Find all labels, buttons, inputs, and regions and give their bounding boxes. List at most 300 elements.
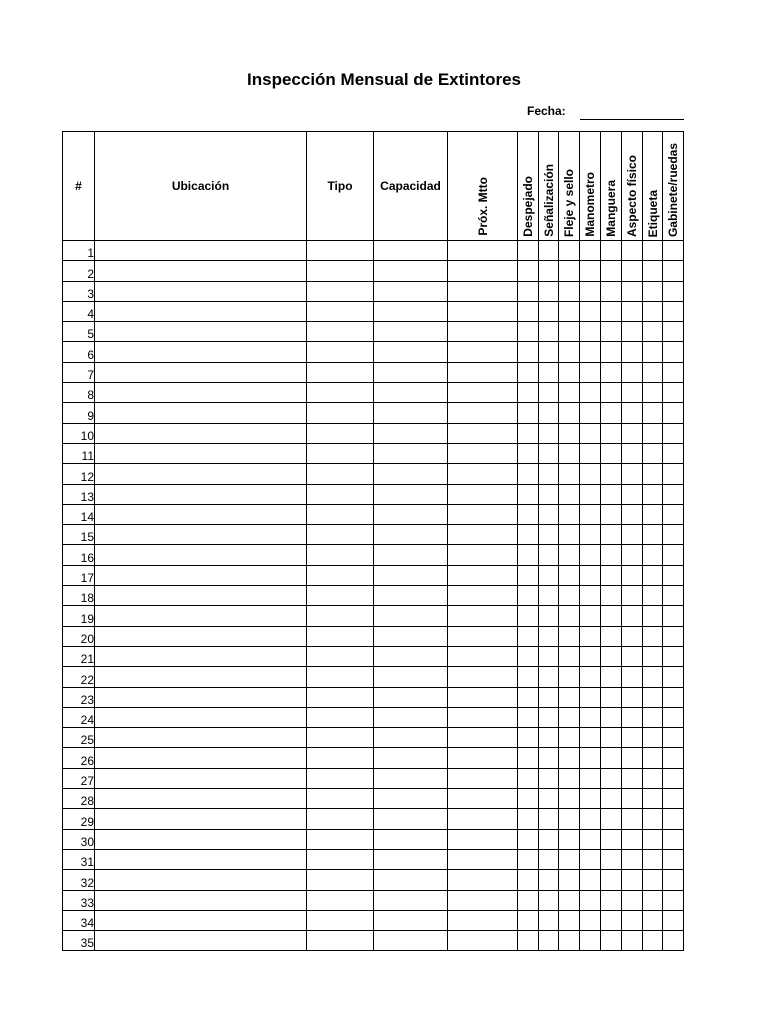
cell-manguera[interactable] (601, 504, 622, 524)
cell-prox-mtto[interactable] (448, 646, 518, 666)
cell-ubicacion[interactable] (95, 931, 307, 951)
fecha-field[interactable] (580, 119, 684, 120)
cell-capacidad[interactable] (374, 870, 448, 890)
cell-aspecto[interactable] (622, 281, 643, 301)
cell-capacidad[interactable] (374, 931, 448, 951)
cell-gabinete[interactable] (663, 383, 684, 403)
cell-ubicacion[interactable] (95, 261, 307, 281)
cell-etiqueta[interactable] (643, 789, 663, 809)
cell-manometro[interactable] (580, 301, 601, 321)
cell-etiqueta[interactable] (643, 728, 663, 748)
cell-tipo[interactable] (307, 667, 374, 687)
cell-tipo[interactable] (307, 423, 374, 443)
cell-aspecto[interactable] (622, 504, 643, 524)
cell-ubicacion[interactable] (95, 322, 307, 342)
cell-etiqueta[interactable] (643, 281, 663, 301)
cell-ubicacion[interactable] (95, 768, 307, 788)
cell-senalizacion[interactable] (539, 565, 559, 585)
cell-manometro[interactable] (580, 525, 601, 545)
cell-despejado[interactable] (518, 565, 539, 585)
cell-capacidad[interactable] (374, 646, 448, 666)
cell-manguera[interactable] (601, 261, 622, 281)
cell-fleje[interactable] (559, 667, 580, 687)
cell-tipo[interactable] (307, 626, 374, 646)
cell-manometro[interactable] (580, 789, 601, 809)
cell-manometro[interactable] (580, 342, 601, 362)
cell-gabinete[interactable] (663, 789, 684, 809)
cell-aspecto[interactable] (622, 586, 643, 606)
cell-gabinete[interactable] (663, 687, 684, 707)
cell-ubicacion[interactable] (95, 545, 307, 565)
cell-prox-mtto[interactable] (448, 789, 518, 809)
cell-etiqueta[interactable] (643, 403, 663, 423)
cell-senalizacion[interactable] (539, 403, 559, 423)
cell-capacidad[interactable] (374, 261, 448, 281)
cell-manguera[interactable] (601, 565, 622, 585)
cell-manometro[interactable] (580, 728, 601, 748)
cell-manguera[interactable] (601, 667, 622, 687)
cell-etiqueta[interactable] (643, 687, 663, 707)
cell-ubicacion[interactable] (95, 383, 307, 403)
cell-senalizacion[interactable] (539, 586, 559, 606)
cell-fleje[interactable] (559, 748, 580, 768)
cell-prox-mtto[interactable] (448, 667, 518, 687)
cell-prox-mtto[interactable] (448, 586, 518, 606)
cell-manguera[interactable] (601, 301, 622, 321)
cell-etiqueta[interactable] (643, 423, 663, 443)
cell-fleje[interactable] (559, 789, 580, 809)
cell-manguera[interactable] (601, 241, 622, 261)
cell-prox-mtto[interactable] (448, 687, 518, 707)
cell-despejado[interactable] (518, 910, 539, 930)
cell-ubicacion[interactable] (95, 301, 307, 321)
cell-gabinete[interactable] (663, 748, 684, 768)
cell-tipo[interactable] (307, 789, 374, 809)
cell-manguera[interactable] (601, 931, 622, 951)
cell-aspecto[interactable] (622, 728, 643, 748)
cell-senalizacion[interactable] (539, 484, 559, 504)
cell-senalizacion[interactable] (539, 748, 559, 768)
cell-etiqueta[interactable] (643, 626, 663, 646)
cell-tipo[interactable] (307, 261, 374, 281)
cell-despejado[interactable] (518, 748, 539, 768)
cell-manometro[interactable] (580, 504, 601, 524)
cell-prox-mtto[interactable] (448, 565, 518, 585)
cell-fleje[interactable] (559, 586, 580, 606)
cell-prox-mtto[interactable] (448, 707, 518, 727)
cell-manometro[interactable] (580, 464, 601, 484)
cell-etiqueta[interactable] (643, 910, 663, 930)
cell-capacidad[interactable] (374, 748, 448, 768)
cell-despejado[interactable] (518, 809, 539, 829)
cell-fleje[interactable] (559, 646, 580, 666)
cell-prox-mtto[interactable] (448, 626, 518, 646)
cell-aspecto[interactable] (622, 464, 643, 484)
cell-aspecto[interactable] (622, 809, 643, 829)
cell-manguera[interactable] (601, 322, 622, 342)
cell-prox-mtto[interactable] (448, 748, 518, 768)
cell-etiqueta[interactable] (643, 849, 663, 869)
cell-etiqueta[interactable] (643, 870, 663, 890)
cell-aspecto[interactable] (622, 910, 643, 930)
cell-ubicacion[interactable] (95, 646, 307, 666)
cell-capacidad[interactable] (374, 241, 448, 261)
cell-senalizacion[interactable] (539, 646, 559, 666)
cell-gabinete[interactable] (663, 525, 684, 545)
cell-manguera[interactable] (601, 728, 622, 748)
cell-senalizacion[interactable] (539, 241, 559, 261)
cell-tipo[interactable] (307, 829, 374, 849)
cell-fleje[interactable] (559, 626, 580, 646)
cell-despejado[interactable] (518, 667, 539, 687)
cell-etiqueta[interactable] (643, 606, 663, 626)
cell-tipo[interactable] (307, 606, 374, 626)
cell-gabinete[interactable] (663, 667, 684, 687)
cell-despejado[interactable] (518, 626, 539, 646)
cell-senalizacion[interactable] (539, 768, 559, 788)
cell-etiqueta[interactable] (643, 342, 663, 362)
cell-etiqueta[interactable] (643, 748, 663, 768)
cell-capacidad[interactable] (374, 768, 448, 788)
cell-prox-mtto[interactable] (448, 464, 518, 484)
cell-senalizacion[interactable] (539, 809, 559, 829)
cell-manguera[interactable] (601, 464, 622, 484)
cell-senalizacion[interactable] (539, 870, 559, 890)
cell-senalizacion[interactable] (539, 849, 559, 869)
cell-ubicacion[interactable] (95, 687, 307, 707)
cell-etiqueta[interactable] (643, 301, 663, 321)
cell-fleje[interactable] (559, 606, 580, 626)
cell-fleje[interactable] (559, 525, 580, 545)
cell-despejado[interactable] (518, 829, 539, 849)
cell-gabinete[interactable] (663, 545, 684, 565)
cell-tipo[interactable] (307, 281, 374, 301)
cell-gabinete[interactable] (663, 931, 684, 951)
cell-manguera[interactable] (601, 849, 622, 869)
cell-fleje[interactable] (559, 829, 580, 849)
cell-prox-mtto[interactable] (448, 728, 518, 748)
cell-manguera[interactable] (601, 910, 622, 930)
cell-manometro[interactable] (580, 931, 601, 951)
cell-tipo[interactable] (307, 809, 374, 829)
cell-fleje[interactable] (559, 362, 580, 382)
cell-despejado[interactable] (518, 789, 539, 809)
cell-prox-mtto[interactable] (448, 931, 518, 951)
cell-senalizacion[interactable] (539, 504, 559, 524)
cell-tipo[interactable] (307, 646, 374, 666)
cell-despejado[interactable] (518, 301, 539, 321)
cell-senalizacion[interactable] (539, 545, 559, 565)
cell-fleje[interactable] (559, 322, 580, 342)
cell-capacidad[interactable] (374, 403, 448, 423)
cell-prox-mtto[interactable] (448, 545, 518, 565)
cell-capacidad[interactable] (374, 829, 448, 849)
cell-prox-mtto[interactable] (448, 322, 518, 342)
cell-tipo[interactable] (307, 301, 374, 321)
cell-manguera[interactable] (601, 646, 622, 666)
cell-gabinete[interactable] (663, 322, 684, 342)
cell-gabinete[interactable] (663, 261, 684, 281)
cell-ubicacion[interactable] (95, 910, 307, 930)
cell-aspecto[interactable] (622, 768, 643, 788)
cell-manguera[interactable] (601, 606, 622, 626)
cell-prox-mtto[interactable] (448, 423, 518, 443)
cell-despejado[interactable] (518, 870, 539, 890)
cell-ubicacion[interactable] (95, 342, 307, 362)
cell-etiqueta[interactable] (643, 646, 663, 666)
cell-capacidad[interactable] (374, 423, 448, 443)
cell-senalizacion[interactable] (539, 890, 559, 910)
cell-manguera[interactable] (601, 768, 622, 788)
cell-prox-mtto[interactable] (448, 342, 518, 362)
cell-despejado[interactable] (518, 443, 539, 463)
cell-gabinete[interactable] (663, 241, 684, 261)
cell-tipo[interactable] (307, 241, 374, 261)
cell-gabinete[interactable] (663, 728, 684, 748)
cell-tipo[interactable] (307, 322, 374, 342)
cell-senalizacion[interactable] (539, 606, 559, 626)
cell-aspecto[interactable] (622, 789, 643, 809)
cell-tipo[interactable] (307, 707, 374, 727)
cell-aspecto[interactable] (622, 403, 643, 423)
cell-fleje[interactable] (559, 403, 580, 423)
cell-fleje[interactable] (559, 890, 580, 910)
cell-capacidad[interactable] (374, 626, 448, 646)
cell-manguera[interactable] (601, 383, 622, 403)
cell-senalizacion[interactable] (539, 910, 559, 930)
cell-manguera[interactable] (601, 586, 622, 606)
cell-fleje[interactable] (559, 565, 580, 585)
cell-aspecto[interactable] (622, 707, 643, 727)
cell-senalizacion[interactable] (539, 281, 559, 301)
cell-capacidad[interactable] (374, 910, 448, 930)
cell-gabinete[interactable] (663, 586, 684, 606)
cell-aspecto[interactable] (622, 606, 643, 626)
cell-fleje[interactable] (559, 301, 580, 321)
cell-manguera[interactable] (601, 870, 622, 890)
cell-aspecto[interactable] (622, 565, 643, 585)
cell-etiqueta[interactable] (643, 443, 663, 463)
cell-prox-mtto[interactable] (448, 301, 518, 321)
cell-fleje[interactable] (559, 707, 580, 727)
cell-etiqueta[interactable] (643, 586, 663, 606)
cell-fleje[interactable] (559, 261, 580, 281)
cell-ubicacion[interactable] (95, 565, 307, 585)
cell-ubicacion[interactable] (95, 748, 307, 768)
cell-aspecto[interactable] (622, 646, 643, 666)
cell-gabinete[interactable] (663, 565, 684, 585)
cell-ubicacion[interactable] (95, 849, 307, 869)
cell-prox-mtto[interactable] (448, 383, 518, 403)
cell-manguera[interactable] (601, 890, 622, 910)
cell-manometro[interactable] (580, 423, 601, 443)
cell-fleje[interactable] (559, 910, 580, 930)
cell-senalizacion[interactable] (539, 423, 559, 443)
cell-ubicacion[interactable] (95, 443, 307, 463)
cell-prox-mtto[interactable] (448, 261, 518, 281)
cell-manometro[interactable] (580, 890, 601, 910)
cell-despejado[interactable] (518, 484, 539, 504)
cell-despejado[interactable] (518, 586, 539, 606)
cell-tipo[interactable] (307, 443, 374, 463)
cell-senalizacion[interactable] (539, 525, 559, 545)
cell-gabinete[interactable] (663, 606, 684, 626)
cell-fleje[interactable] (559, 870, 580, 890)
cell-etiqueta[interactable] (643, 931, 663, 951)
cell-senalizacion[interactable] (539, 626, 559, 646)
cell-ubicacion[interactable] (95, 241, 307, 261)
cell-aspecto[interactable] (622, 626, 643, 646)
cell-fleje[interactable] (559, 504, 580, 524)
cell-manguera[interactable] (601, 545, 622, 565)
cell-despejado[interactable] (518, 423, 539, 443)
cell-aspecto[interactable] (622, 890, 643, 910)
cell-capacidad[interactable] (374, 809, 448, 829)
cell-capacidad[interactable] (374, 484, 448, 504)
cell-aspecto[interactable] (622, 870, 643, 890)
cell-senalizacion[interactable] (539, 464, 559, 484)
cell-tipo[interactable] (307, 545, 374, 565)
cell-manguera[interactable] (601, 748, 622, 768)
cell-manometro[interactable] (580, 281, 601, 301)
cell-manometro[interactable] (580, 910, 601, 930)
cell-ubicacion[interactable] (95, 789, 307, 809)
cell-etiqueta[interactable] (643, 504, 663, 524)
cell-senalizacion[interactable] (539, 728, 559, 748)
cell-capacidad[interactable] (374, 362, 448, 382)
cell-prox-mtto[interactable] (448, 525, 518, 545)
cell-aspecto[interactable] (622, 545, 643, 565)
cell-aspecto[interactable] (622, 322, 643, 342)
cell-manometro[interactable] (580, 606, 601, 626)
cell-manguera[interactable] (601, 403, 622, 423)
cell-aspecto[interactable] (622, 687, 643, 707)
cell-manometro[interactable] (580, 809, 601, 829)
cell-capacidad[interactable] (374, 383, 448, 403)
cell-aspecto[interactable] (622, 525, 643, 545)
cell-ubicacion[interactable] (95, 606, 307, 626)
cell-manometro[interactable] (580, 667, 601, 687)
cell-manometro[interactable] (580, 626, 601, 646)
cell-tipo[interactable] (307, 342, 374, 362)
cell-prox-mtto[interactable] (448, 484, 518, 504)
cell-capacidad[interactable] (374, 281, 448, 301)
cell-tipo[interactable] (307, 504, 374, 524)
cell-gabinete[interactable] (663, 484, 684, 504)
cell-fleje[interactable] (559, 484, 580, 504)
cell-fleje[interactable] (559, 931, 580, 951)
cell-gabinete[interactable] (663, 890, 684, 910)
cell-ubicacion[interactable] (95, 281, 307, 301)
cell-tipo[interactable] (307, 849, 374, 869)
cell-manometro[interactable] (580, 322, 601, 342)
cell-manometro[interactable] (580, 362, 601, 382)
cell-capacidad[interactable] (374, 849, 448, 869)
cell-aspecto[interactable] (622, 829, 643, 849)
cell-tipo[interactable] (307, 768, 374, 788)
cell-etiqueta[interactable] (643, 362, 663, 382)
cell-aspecto[interactable] (622, 443, 643, 463)
cell-capacidad[interactable] (374, 565, 448, 585)
cell-despejado[interactable] (518, 261, 539, 281)
cell-fleje[interactable] (559, 342, 580, 362)
cell-capacidad[interactable] (374, 464, 448, 484)
cell-fleje[interactable] (559, 545, 580, 565)
cell-fleje[interactable] (559, 849, 580, 869)
cell-gabinete[interactable] (663, 870, 684, 890)
cell-gabinete[interactable] (663, 646, 684, 666)
cell-gabinete[interactable] (663, 464, 684, 484)
cell-aspecto[interactable] (622, 383, 643, 403)
cell-gabinete[interactable] (663, 829, 684, 849)
cell-etiqueta[interactable] (643, 667, 663, 687)
cell-despejado[interactable] (518, 281, 539, 301)
cell-manometro[interactable] (580, 768, 601, 788)
cell-gabinete[interactable] (663, 626, 684, 646)
cell-despejado[interactable] (518, 707, 539, 727)
cell-manometro[interactable] (580, 646, 601, 666)
cell-capacidad[interactable] (374, 606, 448, 626)
cell-ubicacion[interactable] (95, 829, 307, 849)
cell-prox-mtto[interactable] (448, 890, 518, 910)
cell-tipo[interactable] (307, 464, 374, 484)
cell-fleje[interactable] (559, 423, 580, 443)
cell-gabinete[interactable] (663, 362, 684, 382)
cell-despejado[interactable] (518, 342, 539, 362)
cell-capacidad[interactable] (374, 301, 448, 321)
cell-etiqueta[interactable] (643, 890, 663, 910)
cell-manometro[interactable] (580, 870, 601, 890)
cell-despejado[interactable] (518, 545, 539, 565)
cell-fleje[interactable] (559, 281, 580, 301)
cell-etiqueta[interactable] (643, 484, 663, 504)
cell-manguera[interactable] (601, 281, 622, 301)
cell-etiqueta[interactable] (643, 261, 663, 281)
cell-despejado[interactable] (518, 646, 539, 666)
cell-manguera[interactable] (601, 829, 622, 849)
cell-tipo[interactable] (307, 910, 374, 930)
cell-ubicacion[interactable] (95, 728, 307, 748)
cell-tipo[interactable] (307, 403, 374, 423)
cell-fleje[interactable] (559, 809, 580, 829)
cell-gabinete[interactable] (663, 443, 684, 463)
cell-prox-mtto[interactable] (448, 362, 518, 382)
cell-capacidad[interactable] (374, 586, 448, 606)
cell-senalizacion[interactable] (539, 443, 559, 463)
cell-tipo[interactable] (307, 383, 374, 403)
cell-gabinete[interactable] (663, 423, 684, 443)
cell-capacidad[interactable] (374, 789, 448, 809)
cell-gabinete[interactable] (663, 809, 684, 829)
cell-capacidad[interactable] (374, 707, 448, 727)
cell-ubicacion[interactable] (95, 423, 307, 443)
cell-manometro[interactable] (580, 484, 601, 504)
cell-gabinete[interactable] (663, 910, 684, 930)
cell-etiqueta[interactable] (643, 565, 663, 585)
cell-prox-mtto[interactable] (448, 768, 518, 788)
cell-ubicacion[interactable] (95, 667, 307, 687)
cell-ubicacion[interactable] (95, 586, 307, 606)
cell-despejado[interactable] (518, 383, 539, 403)
cell-tipo[interactable] (307, 748, 374, 768)
cell-ubicacion[interactable] (95, 707, 307, 727)
cell-manometro[interactable] (580, 586, 601, 606)
cell-manometro[interactable] (580, 545, 601, 565)
cell-etiqueta[interactable] (643, 241, 663, 261)
cell-capacidad[interactable] (374, 687, 448, 707)
cell-aspecto[interactable] (622, 342, 643, 362)
cell-manometro[interactable] (580, 261, 601, 281)
